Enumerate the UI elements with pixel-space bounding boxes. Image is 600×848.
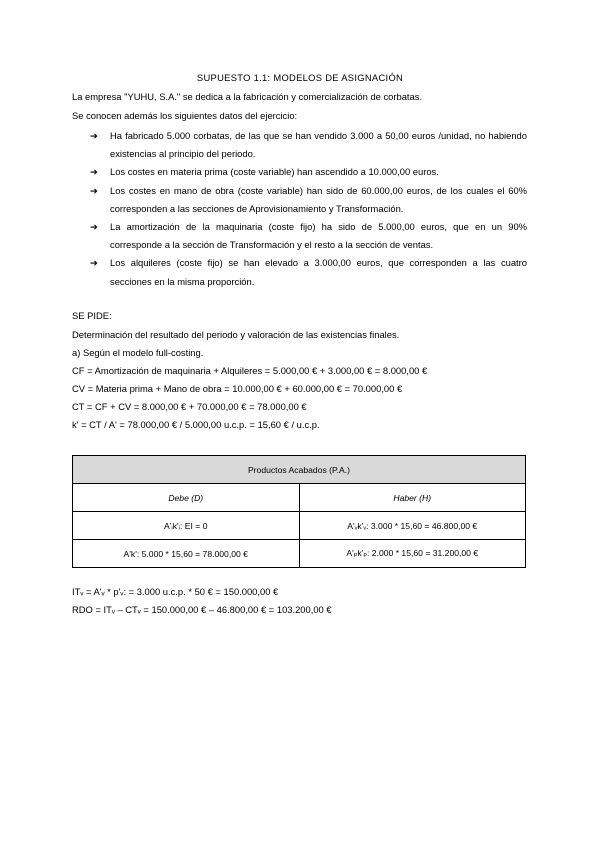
bullet-item xyxy=(90,218,527,254)
equation-cf: CF = Amortización de maquinaria + Alquileres = 5.000,00 € + 3.000,00 € = 8.000,00 € xyxy=(72,365,428,376)
arrow-icon: ➔ xyxy=(90,184,98,196)
bullet-item xyxy=(90,182,527,218)
equation-ct: CT = CF + CV = 8.000,00 € + 70.000,00 € = 78.000,00 € xyxy=(72,401,307,412)
bullet-text: Ha fabricado 5.000 corbatas, de las que se han vendido 3.000 a 50,00 euros /unidad, no habiendo existencias al principio del periodo. xyxy=(110,130,527,160)
table-cell-haber: A'ᵥk'ᵥ: 3.000 * 15,60 = 46.800,00 € xyxy=(299,512,526,540)
data-intro-paragraph: Se conocen además los siguientes datos del ejercicio: xyxy=(72,110,298,121)
arrow-icon: ➔ xyxy=(90,130,98,141)
table-cell-debe: A'ᵢk'ᵢ: EI = 0 xyxy=(73,512,300,540)
productos-acabados-table xyxy=(72,455,526,568)
equation-income: ITᵥ = A'ᵥ * p'ᵥ: = 3.000 u.c.p. * 50 € = 150.000,00 € xyxy=(72,586,279,597)
table-cell-debe: A'k': 5.000 * 15,60 = 78.000,00 € xyxy=(73,540,300,568)
equation-unit-cost: k' = CT / A' = 78.000,00 € / 5.000,00 u.c.p. = 15,60 € / u.c.p. xyxy=(72,419,320,430)
debe-column-header: Debe (D) xyxy=(73,484,300,512)
se-pide-heading: SE PIDE: xyxy=(72,310,112,321)
haber-column-header: Haber (H) xyxy=(299,484,526,512)
data-bullet-list xyxy=(90,127,527,291)
arrow-icon: ➔ xyxy=(90,257,98,269)
bullet-text: La amortización de la maquinaria (coste fijo) ha sido de 5.000,00 euros, que en un 90% corresponde a la sección de Transformación y el resto a la sección de ventas. xyxy=(110,221,527,251)
bullet-item xyxy=(90,127,527,163)
equation-result: RDO = ITᵥ – CTᵥ = 150.000,00 € – 46.800,00 € = 103.200,00 € xyxy=(72,604,332,615)
bullet-text: Los costes en materia prima (coste variable) han ascendido a 10.000,00 euros. xyxy=(110,166,439,178)
bullet-item xyxy=(90,163,527,181)
arrow-icon: ➔ xyxy=(90,166,98,178)
task-statement: Determinación del resultado del periodo y valoración de las existencias finales. xyxy=(72,329,400,340)
table-header: Productos Acabados (P.A.) xyxy=(73,456,526,484)
intro-paragraph: La empresa "YUHU, S.A." se dedica a la fabricación y comercialización de corbatas. xyxy=(72,91,423,102)
task-a: a) Según el modelo full-costing. xyxy=(72,347,204,358)
bullet-text: Los alquileres (coste fijo) se han elevado a 3.000,00 euros, que corresponden a las cuatro secciones en la misma proporción. xyxy=(110,257,527,287)
bullet-text: Los costes en mano de obra (coste variable) han sido de 60.000,00 euros, de los cuales el 60% corresponden a las secciones de Aprovisionamiento y Transformación. xyxy=(110,184,527,214)
table-cell-haber: A'ₚk'ₚ: 2.000 * 15,60 = 31.200,00 € xyxy=(299,540,526,568)
bullet-item xyxy=(90,254,527,290)
document-title: SUPUESTO 1.1: MODELOS DE ASIGNACIÓN xyxy=(196,72,404,83)
equation-cv: CV = Materia prima + Mano de obra = 10.000,00 € + 60.000,00 € = 70.000,00 € xyxy=(72,383,403,394)
arrow-icon: ➔ xyxy=(90,221,98,233)
